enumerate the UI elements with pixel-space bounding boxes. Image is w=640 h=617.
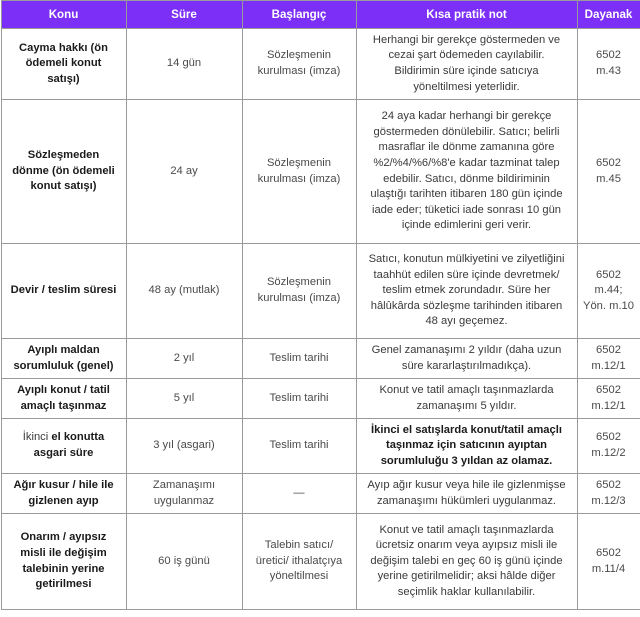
- row-sure: 48 ay (mutlak): [126, 244, 242, 339]
- row-sure: 5 yıl: [126, 379, 242, 419]
- row-sure: 3 yıl (asgari): [126, 419, 242, 474]
- row-konu: Sözleşmeden dönme (ön ödemeli konut satışı): [1, 100, 126, 244]
- row-baslangic: Teslim tarihi: [242, 379, 356, 419]
- row-konu: Ayıplı maldan sorumluluk (genel): [1, 339, 126, 379]
- row-sure: 2 yıl: [126, 339, 242, 379]
- row-sure: 60 iş günü: [126, 514, 242, 610]
- row-dayanak: 6502 m.12/1: [577, 339, 640, 379]
- row-not: Herhangi bir gerekçe göstermeden ve cezai şart ödemeden cayılabilir. Bildirimin süre içinde satıcıya yöneltilmesi yeterlidir.: [356, 29, 577, 100]
- row-not: İkinci el satışlarda konut/tatil amaçlı taşınmaz için satıcının ayıptan sorumluluğu 3 yıldan az olamaz.: [356, 419, 577, 474]
- row-baslangic: Teslim tarihi: [242, 339, 356, 379]
- row-dayanak: 6502 m.43: [577, 29, 640, 100]
- row-sure: Zamanaşımı uygulanmaz: [126, 474, 242, 514]
- table-row: [1, 244, 640, 339]
- row-konu: [1, 419, 126, 474]
- table-row: [1, 339, 640, 379]
- row-not: 24 aya kadar herhangi bir gerekçe göstermeden dönülebilir. Satıcı; belirli masraflar ile dönme zamanına göre %2/%4/%6/%8'e kadar tazminat talep edebilir. Satıcı, dönme bildiriminin ulaştığı tarihten itibaren 180 gün içinde iade eder; tüketici iade sonrası 10 gün içinde edimlerini geri verir.: [356, 100, 577, 244]
- row-dayanak: 6502 m.44; Yön. m.10: [577, 244, 640, 339]
- row-baslangic: —: [242, 474, 356, 514]
- row-konu-plain: İkinci: [22, 431, 52, 444]
- header-baslangic: Başlangıç: [242, 1, 356, 29]
- row-konu: Ağır kusur / hile ile gizlenen ayıp: [1, 474, 126, 514]
- row-dayanak: 6502 m.12/3: [577, 474, 640, 514]
- row-baslangic: Talebin satıcı/ üretici/ ithalatçıya yöneltilmesi: [242, 514, 356, 610]
- row-baslangic: Sözleşmenin kurulması (imza): [242, 100, 356, 244]
- row-dayanak: 6502 m.45: [577, 100, 640, 244]
- header-konu: Konu: [1, 1, 126, 29]
- table-row: [1, 379, 640, 419]
- row-not: Ayıp ağır kusur veya hile ile gizlenmişse zamanaşımı hükümleri uygulanmaz.: [356, 474, 577, 514]
- legal-deadlines-table: [1, 0, 640, 610]
- row-konu: Devir / teslim süresi: [1, 244, 126, 339]
- row-not: Konut ve tatil amaçlı taşınmazlarda ücretsiz onarım veya ayıpsız misli ile değişim talebi en geç 60 iş günü içinde yerine getirilmelidir; aksi hâlde diğer seçimlik haklar kullanılabilir.: [356, 514, 577, 610]
- table-row: [1, 474, 640, 514]
- row-konu-bold: el konutta asgari süre: [33, 431, 105, 459]
- row-konu: Cayma hakkı (ön ödemeli konut satışı): [1, 29, 126, 100]
- row-not: Satıcı, konutun mülkiyetini ve zilyetliğini taahhüt edilen süre içinde devretmek/ teslim etmek zorundadır. Süre her hâlûkârda sözleşme tarihinden itibaren 48 ayı geçemez.: [356, 244, 577, 339]
- row-dayanak: 6502 m.11/4: [577, 514, 640, 610]
- table-row: [1, 29, 640, 100]
- row-not: Konut ve tatil amaçlı taşınmazlarda zamanaşımı 5 yıldır.: [356, 379, 577, 419]
- row-baslangic: Teslim tarihi: [242, 419, 356, 474]
- row-konu: Ayıplı konut / tatil amaçlı taşınmaz: [1, 379, 126, 419]
- row-dayanak: 6502 m.12/2: [577, 419, 640, 474]
- header-not: Kısa pratik not: [356, 1, 577, 29]
- header-sure: Süre: [126, 1, 242, 29]
- table-row: [1, 100, 640, 244]
- row-sure: 24 ay: [126, 100, 242, 244]
- table-row: [1, 419, 640, 474]
- row-baslangic: Sözleşmenin kurulması (imza): [242, 244, 356, 339]
- row-konu: Onarım / ayıpsız misli ile değişim talebinin yerine getirilmesi: [1, 514, 126, 610]
- header-row: [1, 1, 640, 29]
- row-not: Genel zamanaşımı 2 yıldır (daha uzun süre kararlaştırılmadıkça).: [356, 339, 577, 379]
- row-baslangic: Sözleşmenin kurulması (imza): [242, 29, 356, 100]
- row-sure: 14 gün: [126, 29, 242, 100]
- table-row: [1, 514, 640, 610]
- row-dayanak: 6502 m.12/1: [577, 379, 640, 419]
- header-dayanak: Dayanak: [577, 1, 640, 29]
